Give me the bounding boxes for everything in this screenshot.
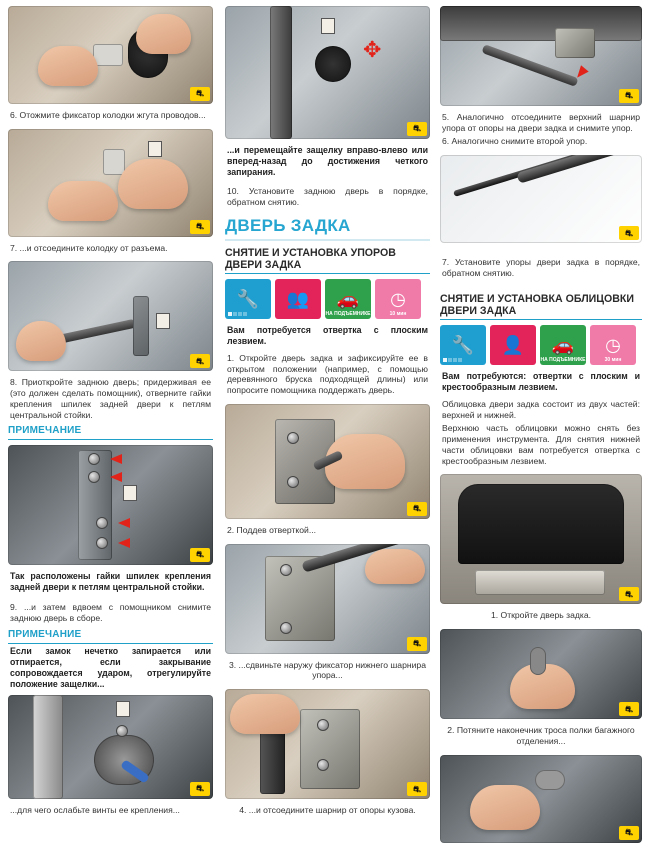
photo-latch-adjust bbox=[225, 6, 430, 139]
step-5-caption: 5. Аналогично отсоедините верхний шарнир упора от опоры на двери задка и снимите упор. bbox=[442, 112, 640, 133]
step-2-caption: 2. Потяните наконечник троса полки багажного отделения... bbox=[447, 725, 635, 746]
photo-stud-nuts-location bbox=[8, 445, 213, 565]
car-icon: ⛐ bbox=[190, 782, 210, 796]
clock-icon: ◷ 10 мин bbox=[375, 279, 421, 319]
car-icon: ⛐ bbox=[190, 220, 210, 234]
car-icon: ⛐ bbox=[190, 548, 210, 562]
note-2-text: Если замок нечетко запирается или отпирается, если закрывание сопровождается ударом, отрегулируйте положение защелки... bbox=[10, 645, 211, 689]
wrench-icon: 🔧 bbox=[225, 279, 271, 319]
subsection-title: СНЯТИЕ И УСТАНОВКА УПОРОВ ДВЕРИ ЗАДКА bbox=[225, 247, 430, 274]
step-2-caption: 2. Поддев отверткой... bbox=[227, 524, 316, 535]
note-1-caption: Так расположены гайки шпилек крепления задней двери к петлям центральной стойки. bbox=[10, 570, 211, 592]
photo-shelf-cable bbox=[440, 629, 642, 719]
step-8-caption: 8. Приоткройте заднюю дверь; придерживая ее (это должен сделать помощник), отверните гайки крепления шпилек задней двери к петлям центральной стойки. bbox=[10, 377, 211, 420]
car-icon: ⛐ bbox=[190, 87, 210, 101]
tools-needed: Вам потребуются: отвертки с плоским и крестообразным лезвием. bbox=[442, 371, 640, 392]
step-7-caption: 7. Установите упоры двери задка в порядке, обратном снятию. bbox=[442, 257, 640, 278]
final-note-caption: ...для чего ослабьте винты ее крепления... bbox=[10, 804, 180, 815]
step-6-caption: 6. Аналогично снимите второй упор. bbox=[442, 136, 588, 147]
note-heading: ПРИМЕЧАНИЕ bbox=[8, 425, 213, 440]
photo-detach-hinge bbox=[225, 689, 430, 799]
car-icon: ⛐ bbox=[619, 89, 639, 103]
car-icon: ⛐ bbox=[407, 502, 427, 516]
column-middle bbox=[225, 0, 430, 816]
note-heading: ПРИМЕЧАНИЕ bbox=[8, 629, 213, 644]
step-6-caption: 6. Отожмите фиксатор колодки жгута проводов... bbox=[10, 110, 206, 120]
photo-latch-screws bbox=[8, 695, 213, 799]
move-arrows-icon: ✥ bbox=[363, 37, 382, 62]
step-9-caption: 9. ...и затем вдвоем с помощником снимите заднюю дверь в сборе. bbox=[10, 601, 211, 623]
car-icon: ⛐ bbox=[407, 782, 427, 796]
column-left bbox=[8, 0, 213, 816]
car-lift-icon: 🚗 НА ПОДЪЕМНИКЕ bbox=[540, 325, 586, 365]
photo-gas-strut bbox=[440, 155, 642, 243]
wrench-icon: 🔧 bbox=[440, 325, 486, 365]
step-7-caption: 7. ...и отсоедините колодку от разъема. bbox=[10, 242, 168, 253]
intro-2: Верхнюю часть облицовки можно снять без применения инструмента. Для снятия нижней части облицовки вам потребуется отвертка с крестообразным лезвием. bbox=[442, 423, 640, 466]
tool-icons-row bbox=[440, 325, 642, 365]
latch-adjust-caption: ...и перемещайте защелку вправо-влево или вперед-назад до достижения четкого запирания. bbox=[227, 145, 428, 177]
person-icon: 👤 bbox=[490, 325, 536, 365]
photo-cable-tip bbox=[440, 755, 642, 843]
photo-disconnect-connector bbox=[8, 129, 213, 237]
step-10-caption: 10. Установите заднюю дверь в порядке, обратном снятию. bbox=[227, 185, 428, 207]
step-4-caption: 4. ...и отсоедините шарнир от опоры кузова. bbox=[239, 805, 416, 816]
car-icon: ⛐ bbox=[407, 637, 427, 651]
car-icon: ⛐ bbox=[619, 587, 639, 601]
two-people-icon: 👥 bbox=[275, 279, 321, 319]
car-icon: ⛐ bbox=[619, 226, 639, 240]
photo-pry-screwdriver bbox=[225, 404, 430, 519]
car-icon: ⛐ bbox=[190, 354, 210, 368]
step-1-caption: 1. Откройте дверь задка и зафиксируйте ее в открытом положении (например, с помощью деревянного бруска подходящей длины) или попросите помощника поддержать дверь. bbox=[227, 352, 428, 396]
section-title: ДВЕРЬ ЗАДКА bbox=[225, 215, 430, 240]
tools-needed: Вам потребуется отвертка с плоским лезвием. bbox=[227, 325, 428, 346]
car-lift-icon: 🚗 НА ПОДЪЕМНИКЕ bbox=[325, 279, 371, 319]
column-right bbox=[440, 0, 642, 843]
car-icon: ⛐ bbox=[619, 702, 639, 716]
photo-harness-connector-latch bbox=[8, 6, 213, 104]
tool-icons-row bbox=[225, 279, 430, 319]
photo-hinge-nuts bbox=[8, 261, 213, 371]
photo-lower-hinge-latch bbox=[225, 544, 430, 654]
car-icon: ⛐ bbox=[407, 122, 427, 136]
step-1-caption: 1. Откройте дверь задка. bbox=[490, 610, 592, 621]
clock-icon: ◷ 30 мин bbox=[590, 325, 636, 365]
subsection-title: СНЯТИЕ И УСТАНОВКА ОБЛИЦОВКИ ДВЕРИ ЗАДКА bbox=[440, 293, 642, 320]
photo-open-tailgate bbox=[440, 474, 642, 604]
car-icon: ⛐ bbox=[619, 826, 639, 840]
step-3-caption: 3. ...сдвиньте наружу фиксатор нижнего шарнира упора... bbox=[229, 659, 426, 681]
intro-1: Облицовка двери задка состоит из двух частей: верхней и нижней. bbox=[442, 398, 640, 420]
photo-upper-hinge bbox=[440, 6, 642, 106]
